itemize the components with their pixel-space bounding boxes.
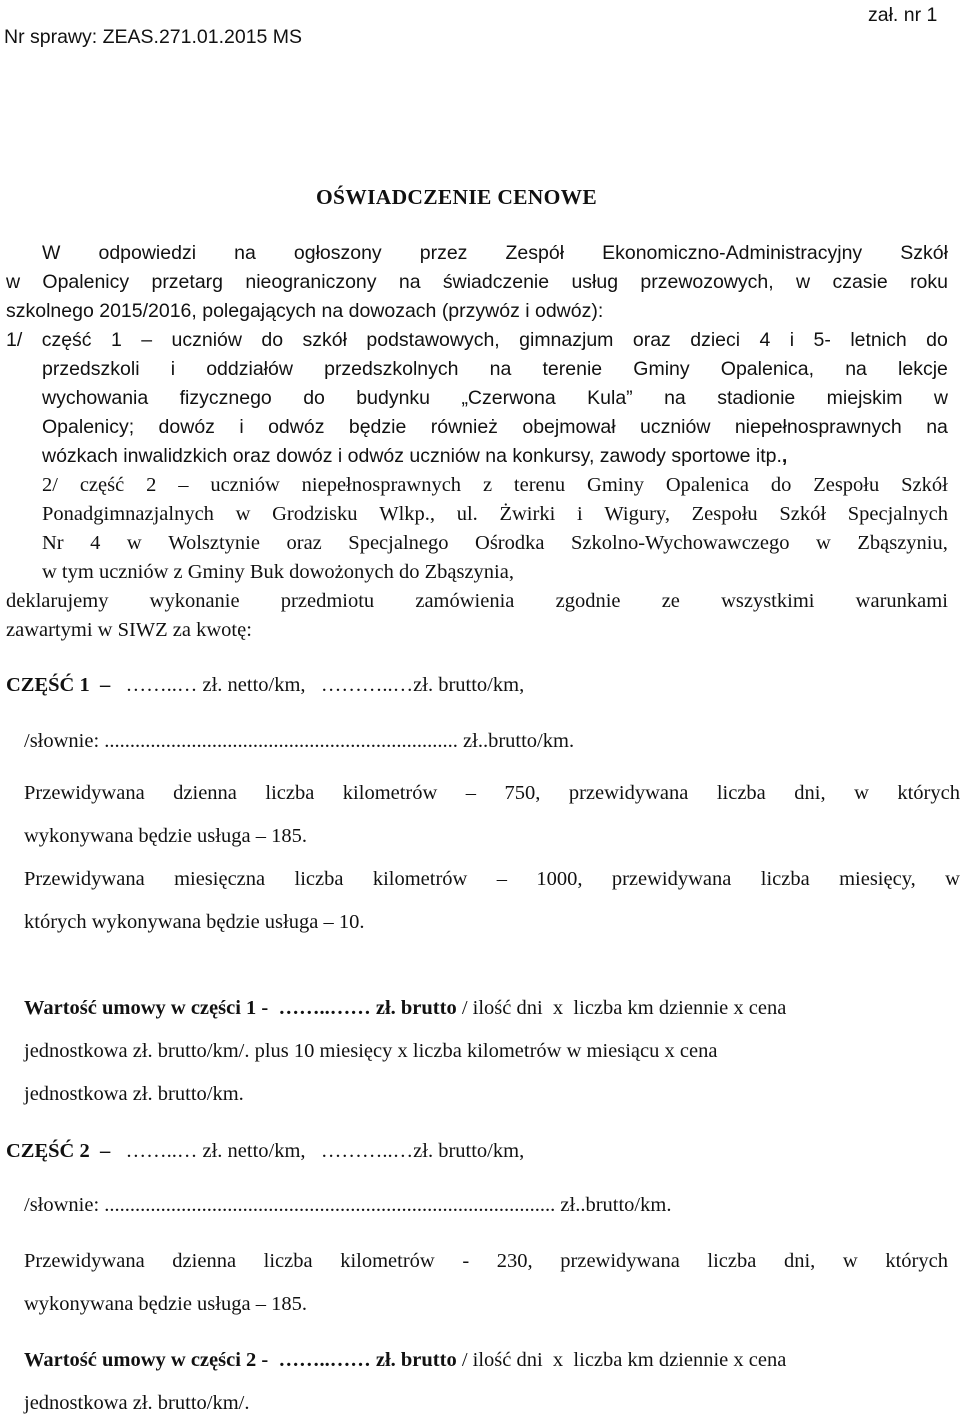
word: dzienna	[173, 782, 237, 804]
part1-scope-line-5-text: wózkach inwalidzkich oraz dowóz i odwóz uczniów na konkursy, zawody sportowe itp.	[42, 445, 782, 467]
part1-value-formula: / ilość dni x liczba km dziennie x cena	[456, 997, 787, 1019]
word: część	[41, 329, 92, 351]
word: dni,	[783, 1250, 816, 1272]
word: terenie	[542, 358, 603, 380]
word: kilometrów	[340, 1250, 435, 1272]
word: do	[926, 329, 948, 351]
part2-value-line-1	[24, 1347, 786, 1373]
part2-words-line: /słownie: ........................................................................................ zł..brutto/km.	[24, 1194, 672, 1216]
word: ze	[661, 590, 680, 612]
word: 1	[110, 329, 122, 351]
word: 2	[146, 474, 157, 496]
word: miesięcy,	[839, 868, 916, 890]
word: odwóz	[268, 416, 325, 438]
word: do	[770, 474, 792, 496]
part1-dash: –	[99, 674, 111, 696]
word: Zespół	[505, 242, 565, 264]
word: deklarujemy	[6, 590, 109, 612]
word: oraz	[286, 532, 322, 554]
word: 1/	[6, 329, 23, 351]
word: na	[926, 416, 948, 438]
part1-value-label: Wartość umowy w części 1 - ……..…… zł. brutto	[24, 997, 457, 1019]
word: miejskim	[826, 387, 903, 409]
word: Ekonomiczno-Administracyjny	[602, 242, 863, 264]
word: Specjalnego	[348, 532, 449, 554]
part1-daily-line-2: wykonywana będzie usługa – 185.	[24, 825, 307, 847]
word: zamówienia	[415, 590, 515, 612]
word: oddziałów	[206, 358, 293, 380]
word: 4	[759, 329, 771, 351]
part2-value-line-2: jednostkowa zł. brutto/km/.	[24, 1392, 250, 1414]
part2-value-label: Wartość umowy w części 2 - ……..…… zł. brutto	[24, 1349, 457, 1371]
part1-scope-line-3	[42, 385, 948, 411]
word: część	[79, 474, 125, 496]
part1-monthly-line-2: których wykonywana będzie usługa – 10.	[24, 911, 365, 933]
word: Przewidywana	[24, 1250, 145, 1272]
word: kilometrów	[342, 782, 438, 804]
word: lekcje	[898, 358, 948, 380]
word: gimnazjum	[519, 329, 614, 351]
word: Gminy	[587, 474, 644, 496]
word: Opalenica	[665, 474, 749, 496]
word: warunkami	[855, 590, 948, 612]
word: liczba	[263, 1250, 313, 1272]
word: Zespołu	[691, 503, 758, 525]
word: w	[235, 503, 251, 525]
word: usług	[571, 271, 619, 293]
word: wykonanie	[149, 590, 240, 612]
word: których	[897, 782, 960, 804]
word: –	[141, 329, 153, 351]
word: uczniów	[210, 474, 280, 496]
word: W	[42, 242, 61, 264]
part2-dash: –	[99, 1140, 111, 1162]
word: i	[576, 503, 583, 525]
word: liczba	[265, 782, 315, 804]
word: zgodnie	[555, 590, 621, 612]
declaration-line-1	[6, 588, 948, 614]
word: Szkolno-Wychowawczego	[571, 532, 790, 554]
word: Ponadgimnazjalnych	[42, 503, 214, 525]
part2-daily-line-1	[24, 1248, 948, 1274]
word: w	[842, 1250, 858, 1272]
word: na	[398, 271, 421, 293]
word: będzie	[348, 416, 407, 438]
word: dowóz	[158, 416, 215, 438]
word: 1000,	[536, 868, 583, 890]
word: Przewidywana	[24, 868, 145, 890]
word: Szkół	[900, 242, 948, 264]
part2-daily-line-2: wykonywana będzie usługa – 185.	[24, 1293, 307, 1315]
word: Gminy	[633, 358, 690, 380]
attachment-label: zał. nr 1	[868, 4, 938, 26]
word: 750,	[504, 782, 541, 804]
word: uczniów	[171, 329, 242, 351]
word: w	[126, 532, 142, 554]
intro-line-3: szkolnego 2015/2016, polegających na dowozach (przywóz i odwóz):	[6, 300, 604, 322]
part1-monthly-line-1	[24, 866, 960, 892]
word: Wlkp.,	[379, 503, 436, 525]
word: uczniów	[639, 416, 711, 438]
part1-scope-line-1	[6, 327, 948, 353]
word: kilometrów	[372, 868, 468, 890]
word: w	[816, 532, 831, 554]
word: 2/	[42, 474, 58, 496]
part2-price-fields: ……..… zł. netto/km, ………..…zł. brutto/km,	[125, 1140, 525, 1162]
word: ogłoszony	[293, 242, 382, 264]
case-number: Nr sprawy: ZEAS.271.01.2015 MS	[4, 26, 303, 48]
word: przez	[419, 242, 468, 264]
part1-scope-line-4	[42, 414, 948, 440]
part1-words-line: /słownie: ..................................................................... zł..brutto/km.	[24, 730, 575, 752]
part1-value-line-3: jednostkowa zł. brutto/km.	[24, 1083, 244, 1105]
word: roku	[910, 271, 948, 293]
word: przedmiotu	[280, 590, 375, 612]
word: w	[854, 782, 869, 804]
word: liczba	[760, 868, 810, 890]
word: niepełnosprawnych	[301, 474, 462, 496]
word: budynku	[356, 387, 431, 409]
word: Wigury,	[604, 503, 670, 525]
word: –	[465, 782, 477, 804]
word: na	[489, 358, 512, 380]
word: 5-	[813, 329, 831, 351]
word: przewidywana	[560, 1250, 680, 1272]
word: czasie	[832, 271, 888, 293]
word: w	[796, 271, 811, 293]
word: podstawowych,	[366, 329, 500, 351]
part2-value-formula: / ilość dni x liczba km dziennie x cena	[456, 1349, 787, 1371]
word: dzienna	[172, 1250, 237, 1272]
word: których	[885, 1250, 948, 1272]
word: letnich	[850, 329, 907, 351]
word: 4	[90, 532, 101, 554]
word: obejmował	[522, 416, 616, 438]
word: przedszkolnych	[324, 358, 459, 380]
word: do	[303, 387, 325, 409]
word: przewozowych,	[640, 271, 774, 293]
word: stadionie	[717, 387, 796, 409]
word: niepełnosprawnych	[734, 416, 902, 438]
part1-value-line-1	[24, 995, 786, 1021]
word: Kula”	[587, 387, 633, 409]
word: wychowania	[42, 387, 149, 409]
word: dni,	[794, 782, 826, 804]
word: Zbąszyniu,	[857, 532, 948, 554]
part2-scope-line-4: w tym uczniów z Gminy Buk dowożonych do Zbąszynia,	[42, 561, 514, 583]
word: „Czerwona	[461, 387, 556, 409]
word: nieograniczony	[245, 271, 377, 293]
word: Specjalnych	[847, 503, 948, 525]
word: w	[933, 387, 948, 409]
part1-scope-line-5	[42, 443, 787, 469]
word: przetarg	[151, 271, 224, 293]
word: na	[845, 358, 867, 380]
part1-scope-line-2	[42, 356, 948, 382]
word: liczba	[707, 1250, 757, 1272]
word: na	[234, 242, 256, 264]
part1-heading: CZĘŚĆ 1	[6, 674, 90, 696]
word: Szkół	[901, 474, 948, 496]
word: Opalenicy	[42, 271, 130, 293]
word: Szkół	[779, 503, 827, 525]
word: Wolsztynie	[168, 532, 260, 554]
word: Zespołu	[813, 474, 880, 496]
word: Żwirki	[499, 503, 556, 525]
word: miesięczna	[174, 868, 266, 890]
part2-heading: CZĘŚĆ 2	[6, 1140, 90, 1162]
word: odpowiedzi	[98, 242, 197, 264]
word: i	[789, 329, 795, 351]
word: terenu	[513, 474, 566, 496]
word: do	[261, 329, 284, 351]
word: oraz	[632, 329, 671, 351]
declaration-line-2: zawartymi w SIWZ za kwotę:	[6, 619, 252, 641]
word: liczba	[716, 782, 766, 804]
word: przewidywana	[611, 868, 732, 890]
word: i	[170, 358, 176, 380]
part2-scope-line-2	[42, 501, 948, 527]
word: z	[482, 474, 493, 496]
word: Przewidywana	[24, 782, 145, 804]
word: liczba	[294, 868, 344, 890]
word: świadczenie	[442, 271, 550, 293]
part1-daily-line-1	[24, 780, 960, 806]
word: również	[430, 416, 498, 438]
part1-price-fields: ……..… zł. netto/km, ………..…zł. brutto/km,	[125, 674, 525, 696]
word: -	[462, 1250, 470, 1272]
word: przedszkoli	[42, 358, 140, 380]
intro-line-1	[42, 240, 948, 266]
word: na	[664, 387, 686, 409]
word: Ośrodka	[475, 532, 545, 554]
word: szkół	[302, 329, 347, 351]
word: 230,	[496, 1250, 533, 1272]
word: dzieci	[690, 329, 741, 351]
word: Grodzisku	[272, 503, 358, 525]
word: Nr	[42, 532, 64, 554]
word: wszystkimi	[721, 590, 815, 612]
word: Opalenicy;	[42, 416, 135, 438]
part1-price-line	[6, 672, 524, 698]
part2-scope-line-1	[42, 472, 948, 498]
word: fizycznego	[179, 387, 272, 409]
word: w	[945, 868, 960, 890]
part1-scope-line-5-end: ,	[781, 445, 788, 467]
word: –	[178, 474, 189, 496]
word: przewidywana	[568, 782, 689, 804]
intro-line-2	[6, 269, 948, 295]
document-title: OŚWIADCZENIE CENOWE	[316, 185, 598, 209]
part2-price-line	[6, 1138, 524, 1164]
word: ul.	[456, 503, 478, 525]
word: –	[496, 868, 507, 890]
word: i	[239, 416, 244, 438]
part1-value-line-2: jednostkowa zł. brutto/km/. plus 10 miesięcy x liczba kilometrów w miesiącu x cena	[24, 1040, 718, 1062]
part2-scope-line-3	[42, 530, 948, 556]
word: w	[6, 271, 21, 293]
word: Opalenica,	[720, 358, 815, 380]
